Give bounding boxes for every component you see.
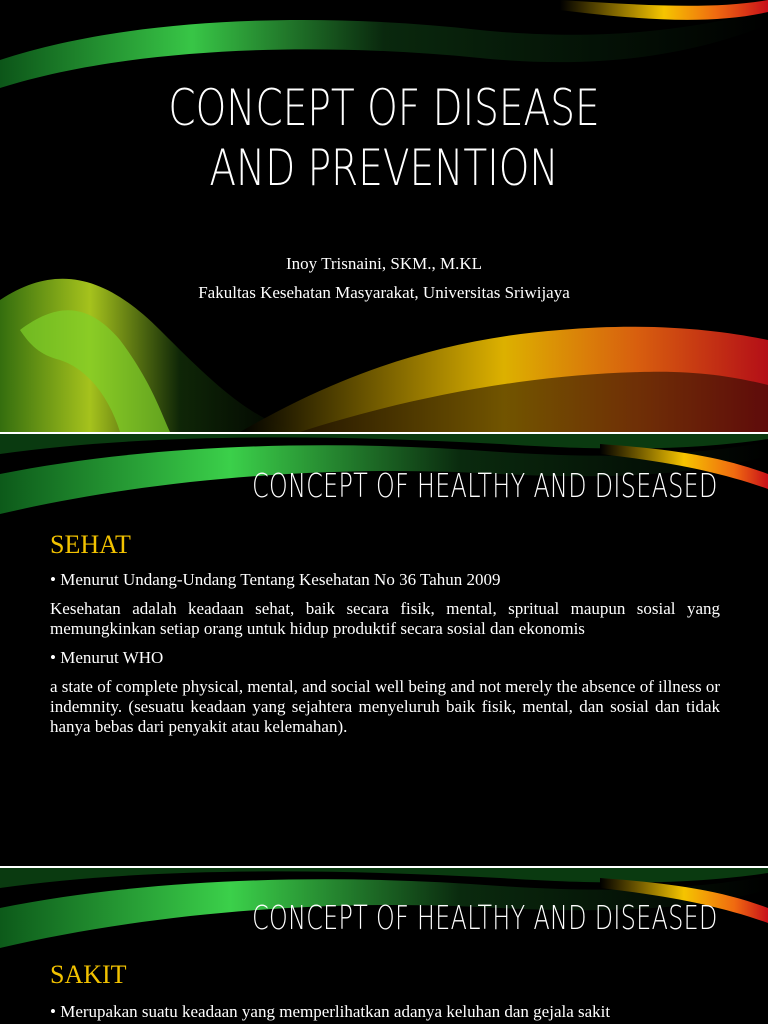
bullet-item: [50, 570, 720, 590]
paragraph: Kesehatan adalah keadaan sehat, baik secara fisik, mental, spritual maupun sosial yang memungkinkan setiap orang untuk hidup produktif secara sosial dan ekonomis: [50, 599, 720, 638]
bullet-text: Menurut WHO: [60, 648, 164, 667]
content-slide-sehat: [0, 434, 768, 866]
slide-body: [50, 570, 720, 746]
bullet-text: Merupakan suatu keadaan yang memperlihatkan adanya keluhan dan gejala sakit: [60, 1002, 611, 1021]
content-slide-sakit: [0, 868, 768, 1024]
slide-body: [50, 1002, 720, 1024]
section-heading: SEHAT: [50, 530, 131, 559]
bullet-item: [50, 648, 720, 668]
decorative-swoosh-graphic: [0, 0, 768, 432]
slide-title: CONCEPT OF HEALTHY AND DISEASED: [252, 466, 718, 505]
section-heading: SAKIT: [50, 960, 127, 989]
slide-title: CONCEPT OF HEALTHY AND DISEASED: [252, 898, 718, 937]
bullet-symbol: •: [50, 648, 56, 667]
paragraph: a state of complete physical, mental, and social well being and not merely the absence of illness or indemnity. (sesuatu keadaan yang sejahtera menyeluruh baik fisik, mental, dan sosial dan tidak hanya bebas dari penyakit atau kelemahan).: [50, 677, 720, 736]
bullet-item: [50, 1002, 720, 1022]
bullet-symbol: •: [50, 570, 56, 589]
presentation-title: CONCEPT OF DISEASE AND PREVENTION: [168, 79, 600, 197]
author-name: Inoy Trisnaini, SKM., M.KL: [285, 254, 482, 273]
bullet-text: Menurut Undang-Undang Tentang Kesehatan No 36 Tahun 2009: [60, 570, 501, 589]
author-affiliation: Fakultas Kesehatan Masyarakat, Universitas Sriwijaya: [198, 283, 570, 302]
bullet-symbol: •: [50, 1002, 56, 1021]
title-slide: [0, 0, 768, 432]
